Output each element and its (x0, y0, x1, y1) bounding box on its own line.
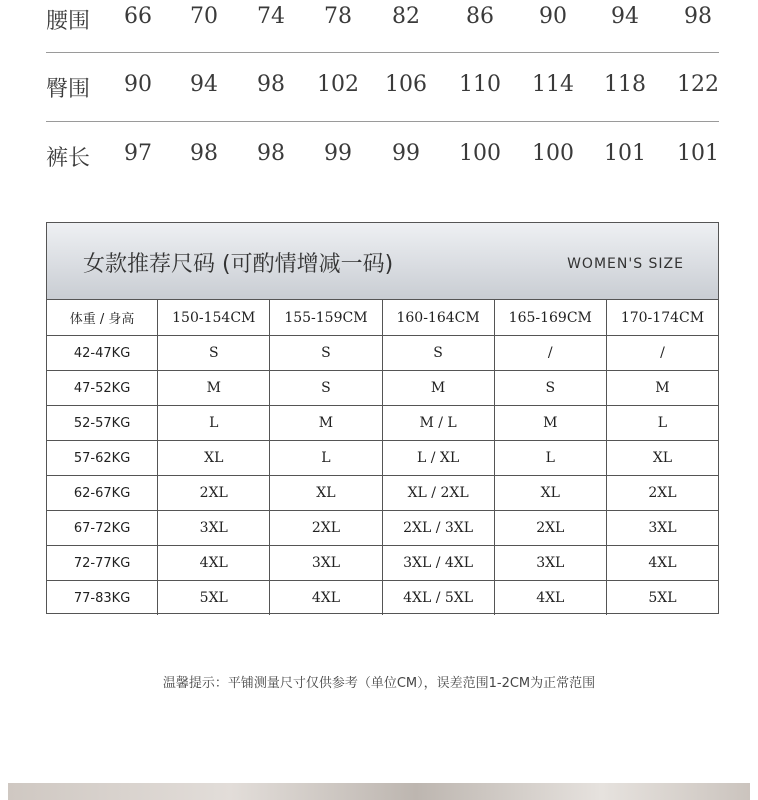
table-cell: L (606, 406, 718, 440)
measurement-value: 114 (532, 72, 574, 97)
column-header: 165-169CM (494, 300, 606, 335)
divider (46, 121, 719, 122)
table-cell: S (157, 336, 269, 370)
table-cell: L (269, 441, 381, 475)
measurement-value: 100 (532, 141, 574, 166)
table-title: 女款推荐尺码 (可酌情增减一码) (83, 252, 394, 277)
table-row (47, 370, 718, 405)
measurement-value: 98 (190, 141, 218, 166)
measurement-value: 100 (459, 141, 501, 166)
measurement-label: 臀围 (46, 77, 91, 102)
table-cell: 42-47KG (73, 345, 131, 361)
measurement-tip: 温馨提示：平铺测量尺寸仅供参考（单位CM），误差范围1-2CM为正常范围 (162, 676, 596, 691)
measurement-value: 94 (190, 72, 218, 97)
measurement-label: 裤长 (46, 146, 91, 171)
measurement-value: 101 (604, 141, 646, 166)
size-table (46, 222, 719, 614)
table-cell: 3XL / 4XL (382, 546, 494, 580)
size-grid (47, 300, 718, 615)
table-cell: 2XL / 3XL (382, 511, 494, 545)
column-header: 150-154CM (157, 300, 269, 335)
measurement-value: 101 (677, 141, 719, 166)
divider (46, 52, 719, 53)
table-cell: 3XL (269, 546, 381, 580)
measurement-row-hip (46, 72, 719, 140)
table-row (47, 545, 718, 580)
measurement-row-waist (46, 4, 719, 72)
table-cell: M (494, 406, 606, 440)
measurement-value: 106 (385, 72, 427, 97)
table-cell: 2XL (269, 511, 381, 545)
table-cell: M (269, 406, 381, 440)
table-subtitle: WOMEN'S SIZE (567, 256, 684, 272)
table-cell: 4XL (157, 546, 269, 580)
table-cell: M (157, 371, 269, 405)
table-cell: XL (606, 441, 718, 475)
measurement-value: 78 (324, 4, 352, 29)
table-cell: L (157, 406, 269, 440)
table-cell: S (494, 371, 606, 405)
table-cell: XL (494, 476, 606, 510)
table-cell: 3XL (157, 511, 269, 545)
measurement-value: 90 (124, 72, 152, 97)
measurement-value: 90 (539, 4, 567, 29)
table-cell: L / XL (382, 441, 494, 475)
column-header: 155-159CM (269, 300, 381, 335)
measurement-value: 94 (611, 4, 639, 29)
table-cell: M / L (382, 406, 494, 440)
table-header-row (47, 300, 718, 335)
table-cell: 67-72KG (73, 520, 131, 536)
table-cell: 5XL (606, 581, 718, 615)
table-cell: 57-62KG (73, 450, 131, 466)
table-cell: S (269, 336, 381, 370)
measurement-value: 74 (257, 4, 285, 29)
measurement-value: 86 (466, 4, 494, 29)
table-cell: 2XL (606, 476, 718, 510)
table-row (47, 335, 718, 370)
table-cell: 2XL (157, 476, 269, 510)
column-header: 体重 / 身高 (69, 312, 135, 327)
table-cell: 2XL (494, 511, 606, 545)
table-cell: 77-83KG (73, 590, 131, 606)
table-cell: / (606, 336, 718, 370)
measurement-value: 97 (124, 141, 152, 166)
measurement-value: 98 (684, 4, 712, 29)
table-cell: 4XL (269, 581, 381, 615)
table-cell: 4XL (606, 546, 718, 580)
table-row (47, 405, 718, 440)
measurement-value: 118 (604, 72, 646, 97)
table-cell: 72-77KG (73, 555, 131, 571)
table-cell: 3XL (606, 511, 718, 545)
column-header: 160-164CM (382, 300, 494, 335)
table-row (47, 580, 718, 615)
measurement-value: 82 (392, 4, 420, 29)
table-cell: 4XL / 5XL (382, 581, 494, 615)
measurement-value: 99 (392, 141, 420, 166)
table-cell: L (494, 441, 606, 475)
table-cell: 3XL (494, 546, 606, 580)
measurement-value: 70 (190, 4, 218, 29)
table-cell: XL (269, 476, 381, 510)
measurement-value: 98 (257, 72, 285, 97)
table-row (47, 440, 718, 475)
measurement-value: 102 (317, 72, 359, 97)
measurement-value: 99 (324, 141, 352, 166)
measurement-row-length (46, 141, 719, 209)
table-header (47, 223, 718, 300)
measurement-value: 98 (257, 141, 285, 166)
measurement-value: 66 (124, 4, 152, 29)
table-cell: 47-52KG (73, 380, 131, 396)
column-header: 170-174CM (606, 300, 718, 335)
table-cell: M (606, 371, 718, 405)
table-cell: XL (157, 441, 269, 475)
table-cell: 5XL (157, 581, 269, 615)
table-cell: S (382, 336, 494, 370)
table-cell: / (494, 336, 606, 370)
measurement-value: 122 (677, 72, 719, 97)
table-cell: 52-57KG (73, 415, 131, 431)
product-photo-strip (8, 783, 750, 800)
table-cell: XL / 2XL (382, 476, 494, 510)
table-row (47, 475, 718, 510)
table-cell: 4XL (494, 581, 606, 615)
measurement-label: 腰围 (46, 9, 91, 34)
table-cell: S (269, 371, 381, 405)
table-cell: M (382, 371, 494, 405)
measurement-value: 110 (459, 72, 501, 97)
table-cell: 62-67KG (73, 485, 131, 501)
table-row (47, 510, 718, 545)
